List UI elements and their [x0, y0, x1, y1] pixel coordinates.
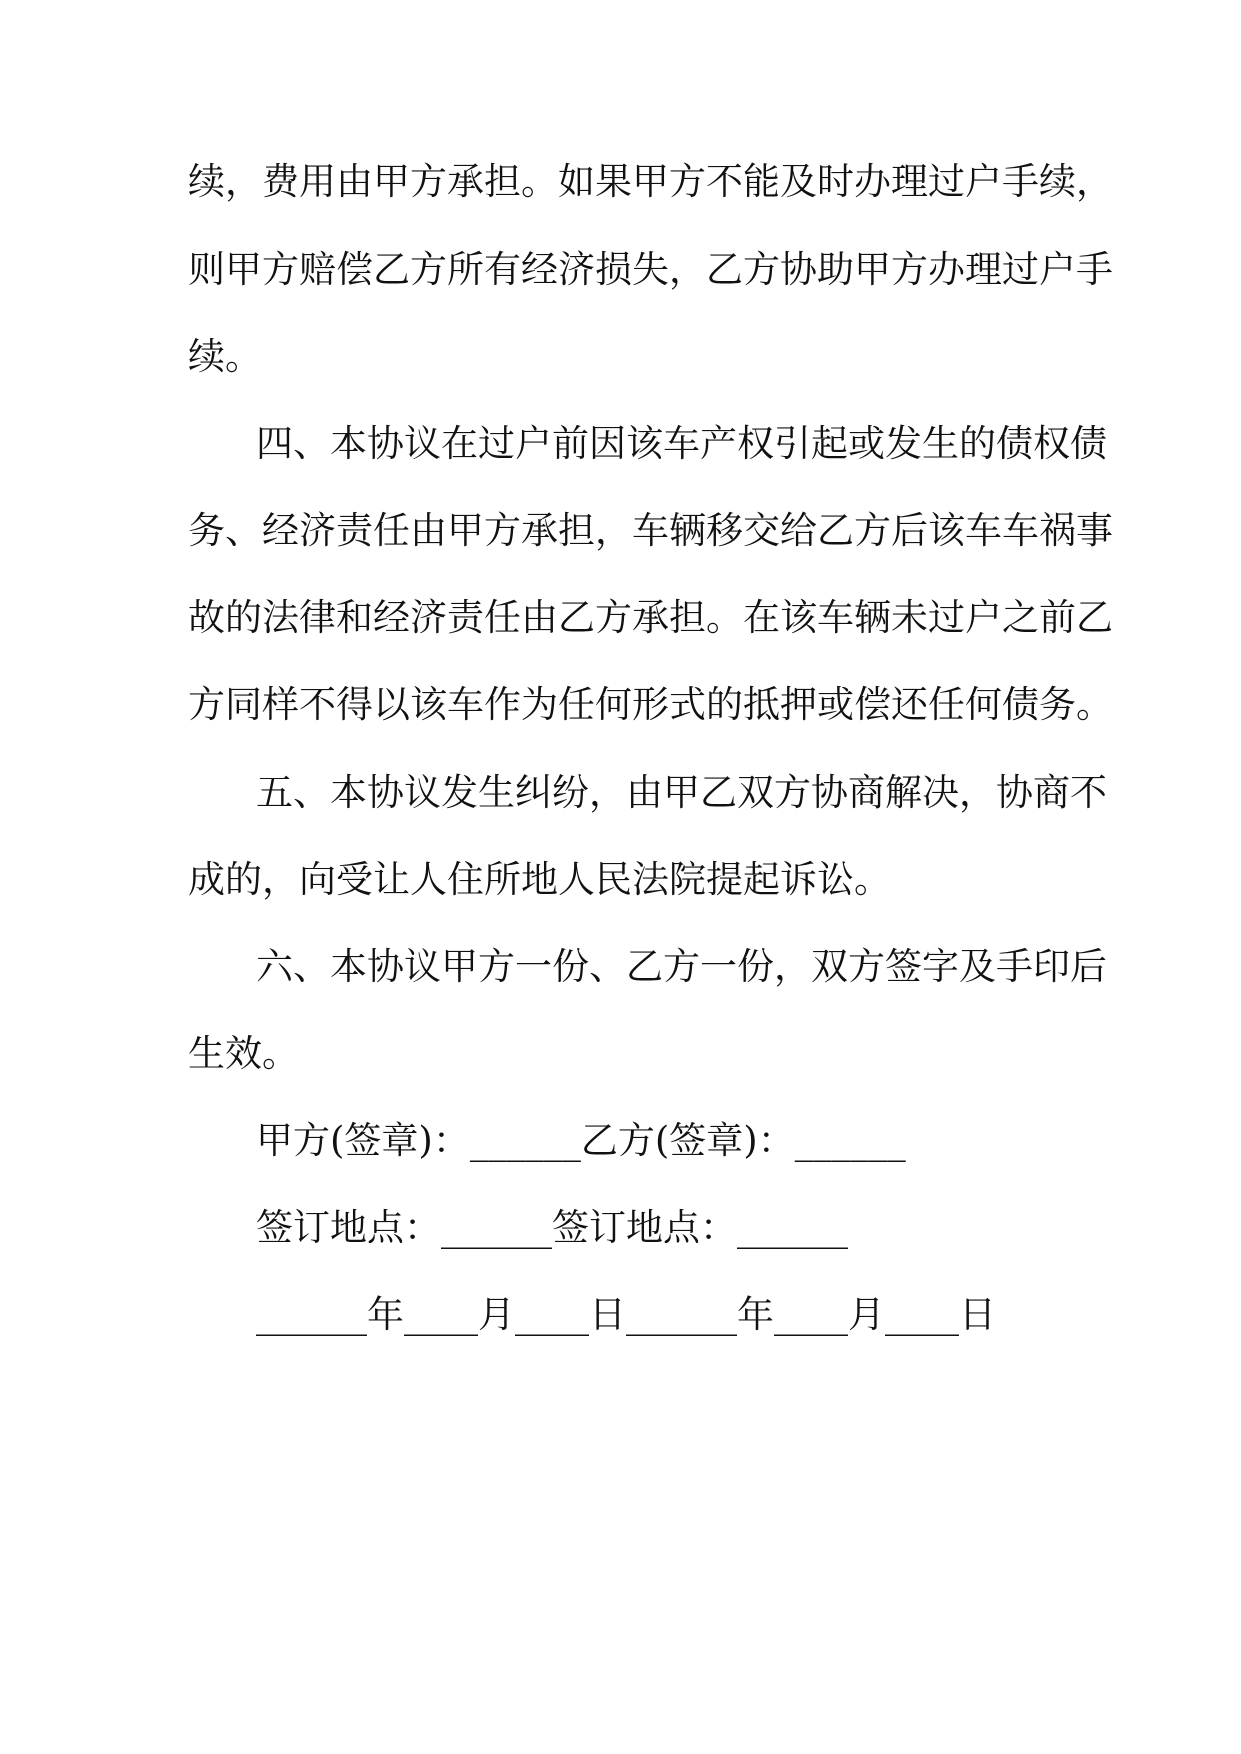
clause-4-line-1: 四、本协议在过户前因该车产权引起或发生的债权债 [256, 422, 1107, 465]
clause-4-line-2: 务、经济责任由甲方承担，车辆移交给乙方后该车车祸事 [188, 509, 1113, 552]
clause-4-line-3: 故的法律和经济责任由乙方承担。在该车辆未过户之前乙 [188, 596, 1113, 639]
text-line-1: 续，费用由甲方承担。如果甲方不能及时办理过户手续， [188, 160, 1113, 203]
signature-line: 甲方(签章)：______乙方(签章)：______ [256, 1119, 906, 1162]
clause-6-line-2: 生效。 [188, 1032, 299, 1075]
clause-6-line-1: 六、本协议甲方一份、乙方一份，双方签字及手印后 [256, 945, 1107, 988]
clause-4-line-4: 方同样不得以该车作为任何形式的抵押或偿还任何债务。 [188, 683, 1113, 726]
clause-5-line-2: 成的，向受让人住所地人民法院提起诉讼。 [188, 858, 891, 901]
text-line-2: 则甲方赔偿乙方所有经济损失，乙方协助甲方办理过户手 [188, 248, 1113, 291]
clause-5-line-1: 五、本协议发生纠纷，由甲乙双方协商解决，协商不 [256, 771, 1107, 814]
signing-date-line: ______年____月____日______年____月____日 [256, 1293, 996, 1336]
text-line-3: 续。 [188, 335, 262, 378]
signing-place-line: 签订地点：______签订地点：______ [256, 1206, 848, 1249]
